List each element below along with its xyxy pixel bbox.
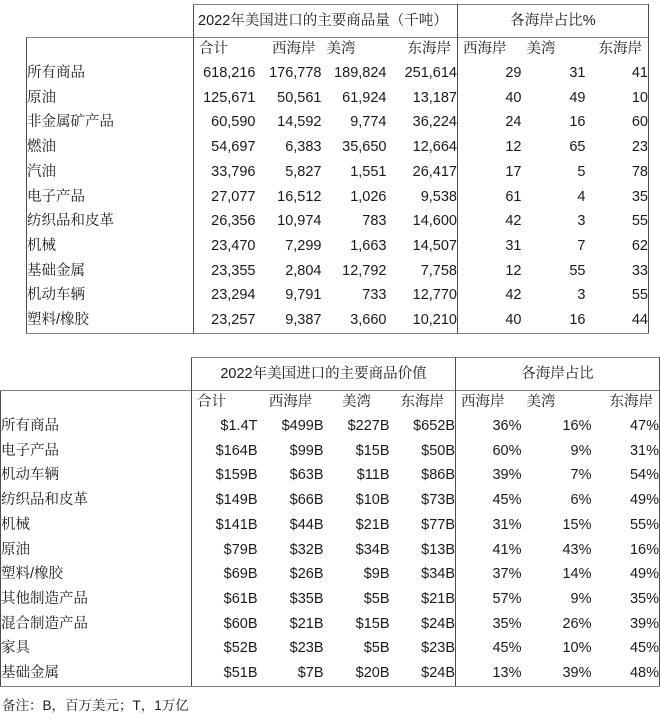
table2-cell-gulf_pct: 9% (570, 442, 592, 459)
table1-cell-total: 618,216 (194, 61, 256, 86)
table2-group-value: 2022年美国进口的主要商品价值 (192, 358, 456, 391)
table2-cell-east: $34B (421, 566, 455, 583)
table-row (1, 612, 660, 637)
table2-cell-east: $24B (390, 661, 456, 686)
table1-cell-label: 电子产品 (27, 184, 194, 209)
table1-cell-east: 12,770 (412, 287, 457, 304)
table-row (1, 562, 660, 587)
table1-cell-gulf: 783 (362, 213, 387, 230)
table2-cell-gulf: $9B (363, 566, 390, 583)
table1-cell-gulf_pct: 4 (577, 188, 586, 205)
table2-cell-east: $73B (421, 492, 455, 509)
table2-group-header-row (1, 358, 660, 391)
table1-cell-label: 塑料/橡胶 (27, 308, 194, 333)
table1-cell-east: 12,664 (412, 139, 457, 156)
table1-cell-west: 10,974 (277, 213, 322, 230)
table1-cell-label: 所有商品 (27, 61, 194, 86)
table2-cell-west: $66B (289, 492, 324, 509)
table2-cell-gulf_pct: 15% (562, 516, 592, 533)
table2-cell-gulf_pct: 39% (522, 661, 592, 686)
table1-cell-east_pct: 62 (586, 234, 649, 259)
table1-cell-west: 5,827 (285, 163, 322, 180)
table2-cell-gulf_pct: 9% (570, 590, 592, 607)
table1-col-header-west: 西海岸 (256, 38, 322, 62)
table2-cell-gulf_pct: 43% (562, 541, 592, 558)
table-row (1, 488, 660, 513)
table2-cell-total: $149B (192, 488, 258, 513)
table2-cell-east_pct: 54% (592, 463, 660, 488)
table1-col-header-gulf-pct: 美湾 (522, 38, 586, 62)
table1-cell-west: 9,387 (256, 308, 322, 333)
table1-cell-east_pct: 55 (586, 209, 649, 234)
table2-cell-west: $23B (289, 640, 324, 657)
table1-cell-west_pct: 17 (458, 160, 522, 185)
table2-cell-east_pct: 16% (592, 537, 660, 562)
table1-cell-total: 26,356 (194, 209, 256, 234)
table2-cell-west: $7B (258, 661, 324, 686)
table2-cell-east: $24B (421, 615, 455, 632)
table2-col-header-east: 东海岸 (390, 391, 456, 415)
table1-cell-gulf: 733 (362, 287, 387, 304)
table2-cell-east_pct: 31% (592, 439, 660, 464)
table-row (27, 234, 649, 259)
table-row (27, 160, 649, 185)
table1-col-header-east: 东海岸 (387, 38, 458, 62)
table2-cell-gulf: $15B (355, 615, 390, 632)
table2-cell-label: 混合制造产品 (1, 612, 192, 637)
table-row (27, 209, 649, 234)
table2-cell-gulf_pct: 6% (570, 492, 592, 509)
table2-cell-gulf: $34B (355, 541, 390, 558)
table1-cell-label: 基础金属 (27, 259, 194, 284)
table1-cell-west_pct: 31 (458, 234, 522, 259)
table1-cell-label: 纺织品和皮革 (27, 209, 194, 234)
table-row (27, 259, 649, 284)
table1-cell-gulf: 1,551 (350, 163, 387, 180)
table1-cell-east_pct: 33 (586, 259, 649, 284)
table1-cell-label: 机动车辆 (27, 283, 194, 308)
table2-cell-west: $99B (289, 442, 324, 459)
table2-cell-east_pct: 49% (592, 488, 660, 513)
table1-cell-west: 50,561 (277, 89, 322, 106)
table1-cell-total: 27,077 (194, 184, 256, 209)
table2-cell-total: $52B (192, 636, 258, 661)
table1-cell-west_pct: 29 (458, 61, 522, 86)
table2-cell-gulf_pct: 7% (570, 467, 592, 484)
table2-cell-east_pct: 39% (592, 612, 660, 637)
table1-cell-west: 6,383 (285, 139, 322, 156)
table-row (1, 414, 660, 439)
table1-cell-east_pct: 41 (586, 61, 649, 86)
table2-cell-east_pct: 47% (592, 414, 660, 439)
table2-cell-gulf: $15B (355, 442, 390, 459)
table2-cell-east: $77B (421, 516, 455, 533)
table2-col-header-gulf: 美湾 (324, 391, 390, 415)
table-row (1, 587, 660, 612)
table1-cell-east: 13,187 (412, 89, 457, 106)
import-volume-table (26, 4, 649, 334)
table1-cell-east: 7,758 (420, 262, 457, 279)
table1-cell-west: 176,778 (269, 65, 322, 82)
table2-cell-gulf_pct: 14% (562, 566, 592, 583)
table2-cell-total: $141B (192, 513, 258, 538)
table1-col-header-gulf: 美湾 (322, 38, 387, 62)
import-value-table (0, 357, 660, 687)
table1-cell-west_pct: 40 (458, 308, 522, 333)
table2-cell-gulf: $11B (356, 467, 390, 484)
table1-cell-west_pct: 12 (458, 259, 522, 284)
table1-cell-west: 16,512 (277, 188, 322, 205)
table2-cell-label: 原油 (1, 537, 192, 562)
table-row (27, 184, 649, 209)
table1-cell-total: 125,671 (194, 86, 256, 111)
table1-cell-total: 33,796 (194, 160, 256, 185)
table-row (27, 283, 649, 308)
table1-cell-label: 燃油 (27, 135, 194, 160)
table1-cell-gulf: 9,774 (350, 114, 387, 131)
table-row (1, 636, 660, 661)
table-row (27, 135, 649, 160)
table2-cell-label: 其他制造产品 (1, 587, 192, 612)
table1-cell-west_pct: 42 (458, 209, 522, 234)
table1-cell-label: 汽油 (27, 160, 194, 185)
table1-cell-gulf_pct: 55 (569, 262, 586, 279)
table1-cell-east_pct: 44 (586, 308, 649, 333)
table1-cell-east_pct: 23 (586, 135, 649, 160)
table1-cell-gulf_pct: 3 (577, 287, 586, 304)
table1-cell-west: 9,791 (285, 287, 322, 304)
table2-cell-gulf: $5B (363, 640, 390, 657)
table2-cell-east: $13B (421, 541, 455, 558)
table2-label-col-header (1, 391, 192, 415)
table2-cell-west_pct: 13% (456, 661, 522, 686)
table2-col-header-total: 合计 (192, 391, 258, 415)
table1-cell-east_pct: 60 (586, 110, 649, 135)
table2-cell-gulf: $20B (324, 661, 390, 686)
table2-cell-total: $61B (192, 587, 258, 612)
table1-cell-total: 23,470 (194, 234, 256, 259)
table2-cell-west: $499B (281, 418, 324, 435)
table1-cell-gulf: 189,824 (334, 65, 387, 82)
table1-cell-west: 2,804 (285, 262, 322, 279)
footnote: 备注：B，百万美元；T，1万亿 (2, 698, 189, 713)
table2-cell-label: 基础金属 (1, 661, 192, 686)
table1-cell-east: 14,507 (412, 237, 457, 254)
table1-col-header-east-pct: 东海岸 (586, 38, 649, 62)
table1-col-header-west-pct: 西海岸 (458, 38, 522, 62)
table2-cell-west: $32B (289, 541, 324, 558)
table1-cell-gulf_pct: 3 (577, 213, 586, 230)
table2-cell-east: $86B (421, 467, 455, 484)
table2-cell-west: $63B (289, 467, 324, 484)
table1-cell-gulf: 3,660 (322, 308, 387, 333)
table2-cell-gulf_pct: 16% (562, 418, 592, 435)
table1-cell-west_pct: 24 (458, 110, 522, 135)
table1-col-header-total: 合计 (194, 38, 256, 62)
table-row (27, 308, 649, 333)
table1-cell-gulf_pct: 49 (569, 89, 586, 106)
table2-corner-blank (1, 358, 192, 391)
table1-cell-gulf: 12,792 (342, 262, 387, 279)
table1-cell-east: 36,224 (412, 114, 457, 131)
table1-cell-gulf: 61,924 (342, 89, 387, 106)
table2-cell-west: $26B (289, 566, 324, 583)
table1-cell-total: 23,294 (194, 283, 256, 308)
table2-cell-east_pct: 49% (592, 562, 660, 587)
table2-cell-west: $21B (289, 615, 324, 632)
table1-cell-east_pct: 78 (586, 160, 649, 185)
table1-cell-label: 机械 (27, 234, 194, 259)
table2-cell-west: $35B (289, 590, 324, 607)
table2-cell-label: 家具 (1, 636, 192, 661)
table1-cell-total: 23,355 (194, 259, 256, 284)
table2-column-header-row (1, 391, 660, 415)
table1-cell-west: 7,299 (285, 237, 322, 254)
table1-cell-label: 原油 (27, 86, 194, 111)
table1-cell-gulf_pct: 65 (569, 139, 586, 156)
table2-cell-gulf: $5B (363, 590, 390, 607)
table2-cell-gulf: $21B (355, 516, 390, 533)
table2-col-header-west-pct: 西海岸 (456, 391, 522, 415)
table1-cell-east_pct: 35 (586, 184, 649, 209)
table2-cell-label: 电子产品 (1, 439, 192, 464)
table2-cell-east: $652B (413, 418, 455, 435)
table1-group-volume: 2022年美国进口的主要商品量（千吨） (194, 5, 458, 38)
table2-cell-total: $159B (192, 463, 258, 488)
table2-cell-gulf: $10B (355, 492, 390, 509)
table2-cell-label: 塑料/橡胶 (1, 562, 192, 587)
table2-cell-east_pct: 35% (592, 587, 660, 612)
table1-cell-gulf_pct: 16 (569, 114, 586, 131)
table-row (27, 61, 649, 86)
table2-group-share: 各海岸占比 (456, 358, 660, 391)
table2-cell-west_pct: 57% (456, 587, 522, 612)
table1-cell-gulf_pct: 5 (577, 163, 586, 180)
table1-cell-west_pct: 12 (458, 135, 522, 160)
table-row (27, 110, 649, 135)
table2-cell-label: 纺织品和皮革 (1, 488, 192, 513)
table2-cell-east: $21B (421, 590, 455, 607)
table1-cell-east: 14,600 (412, 213, 457, 230)
table1-cell-gulf: 1,663 (350, 237, 387, 254)
table2-cell-east_pct: 48% (592, 661, 660, 686)
table1-cell-west_pct: 42 (458, 283, 522, 308)
table2-cell-label: 所有商品 (1, 414, 192, 439)
table1-cell-east_pct: 10 (586, 86, 649, 111)
table2-cell-total: $164B (192, 439, 258, 464)
table-row (1, 661, 660, 686)
table2-cell-west_pct: 60% (456, 439, 522, 464)
table2-cell-west_pct: 45% (456, 488, 522, 513)
table1-cell-gulf_pct: 7 (577, 237, 586, 254)
table1-cell-east: 26,417 (412, 163, 457, 180)
table1-cell-east: 9,538 (420, 188, 457, 205)
table2-cell-total: $1.4T (192, 414, 258, 439)
table1-cell-west_pct: 40 (458, 86, 522, 111)
table2-cell-total: $60B (192, 612, 258, 637)
table1-corner-blank (27, 5, 194, 38)
table2-col-header-east-pct: 东海岸 (592, 391, 660, 415)
table2-cell-east: $23B (421, 640, 455, 657)
table2-cell-west_pct: 45% (456, 636, 522, 661)
table2-cell-gulf_pct: 10% (562, 640, 592, 657)
table2-cell-west_pct: 39% (456, 463, 522, 488)
table2-cell-east_pct: 45% (592, 636, 660, 661)
table2-cell-west_pct: 36% (456, 414, 522, 439)
table1-cell-total: 60,590 (194, 110, 256, 135)
table1-column-header-row (27, 38, 649, 62)
table2-cell-gulf_pct: 26% (562, 615, 592, 632)
table2-cell-total: $69B (192, 562, 258, 587)
table2-cell-east_pct: 55% (592, 513, 660, 538)
table1-cell-label: 非金属矿产品 (27, 110, 194, 135)
table2-cell-label: 机动车辆 (1, 463, 192, 488)
table1-cell-east: 10,210 (387, 308, 458, 333)
table1-cell-west_pct: 61 (458, 184, 522, 209)
table2-cell-east: $50B (421, 442, 455, 459)
table1-cell-east_pct: 55 (586, 283, 649, 308)
table2-cell-west_pct: 41% (456, 537, 522, 562)
table-row (1, 537, 660, 562)
table1-cell-gulf: 35,650 (342, 139, 387, 156)
table1-cell-total: 54,697 (194, 135, 256, 160)
table1-cell-gulf_pct: 16 (522, 308, 586, 333)
table-row (1, 513, 660, 538)
table2-cell-total: $51B (192, 661, 258, 686)
table-row (27, 86, 649, 111)
table1-cell-total: 23,257 (194, 308, 256, 333)
table2-cell-west_pct: 31% (456, 513, 522, 538)
table2-cell-gulf: $227B (347, 418, 390, 435)
table1-cell-west: 14,592 (277, 114, 322, 131)
table2-col-header-west: 西海岸 (258, 391, 324, 415)
table1-group-share: 各海岸占比% (458, 5, 649, 38)
table2-cell-west: $44B (289, 516, 324, 533)
table1-cell-east: 251,614 (404, 65, 457, 82)
table2-cell-label: 机械 (1, 513, 192, 538)
table1-cell-gulf: 1,026 (350, 188, 387, 205)
table2-cell-total: $79B (192, 537, 258, 562)
table1-group-header-row (27, 5, 649, 38)
table2-cell-west_pct: 35% (456, 612, 522, 637)
table2-cell-west_pct: 37% (456, 562, 522, 587)
table-row (1, 439, 660, 464)
table2-col-header-gulf-pct: 美湾 (522, 391, 592, 415)
table1-cell-gulf_pct: 31 (569, 65, 586, 82)
table-row (1, 463, 660, 488)
table1-label-col-header (27, 38, 194, 62)
